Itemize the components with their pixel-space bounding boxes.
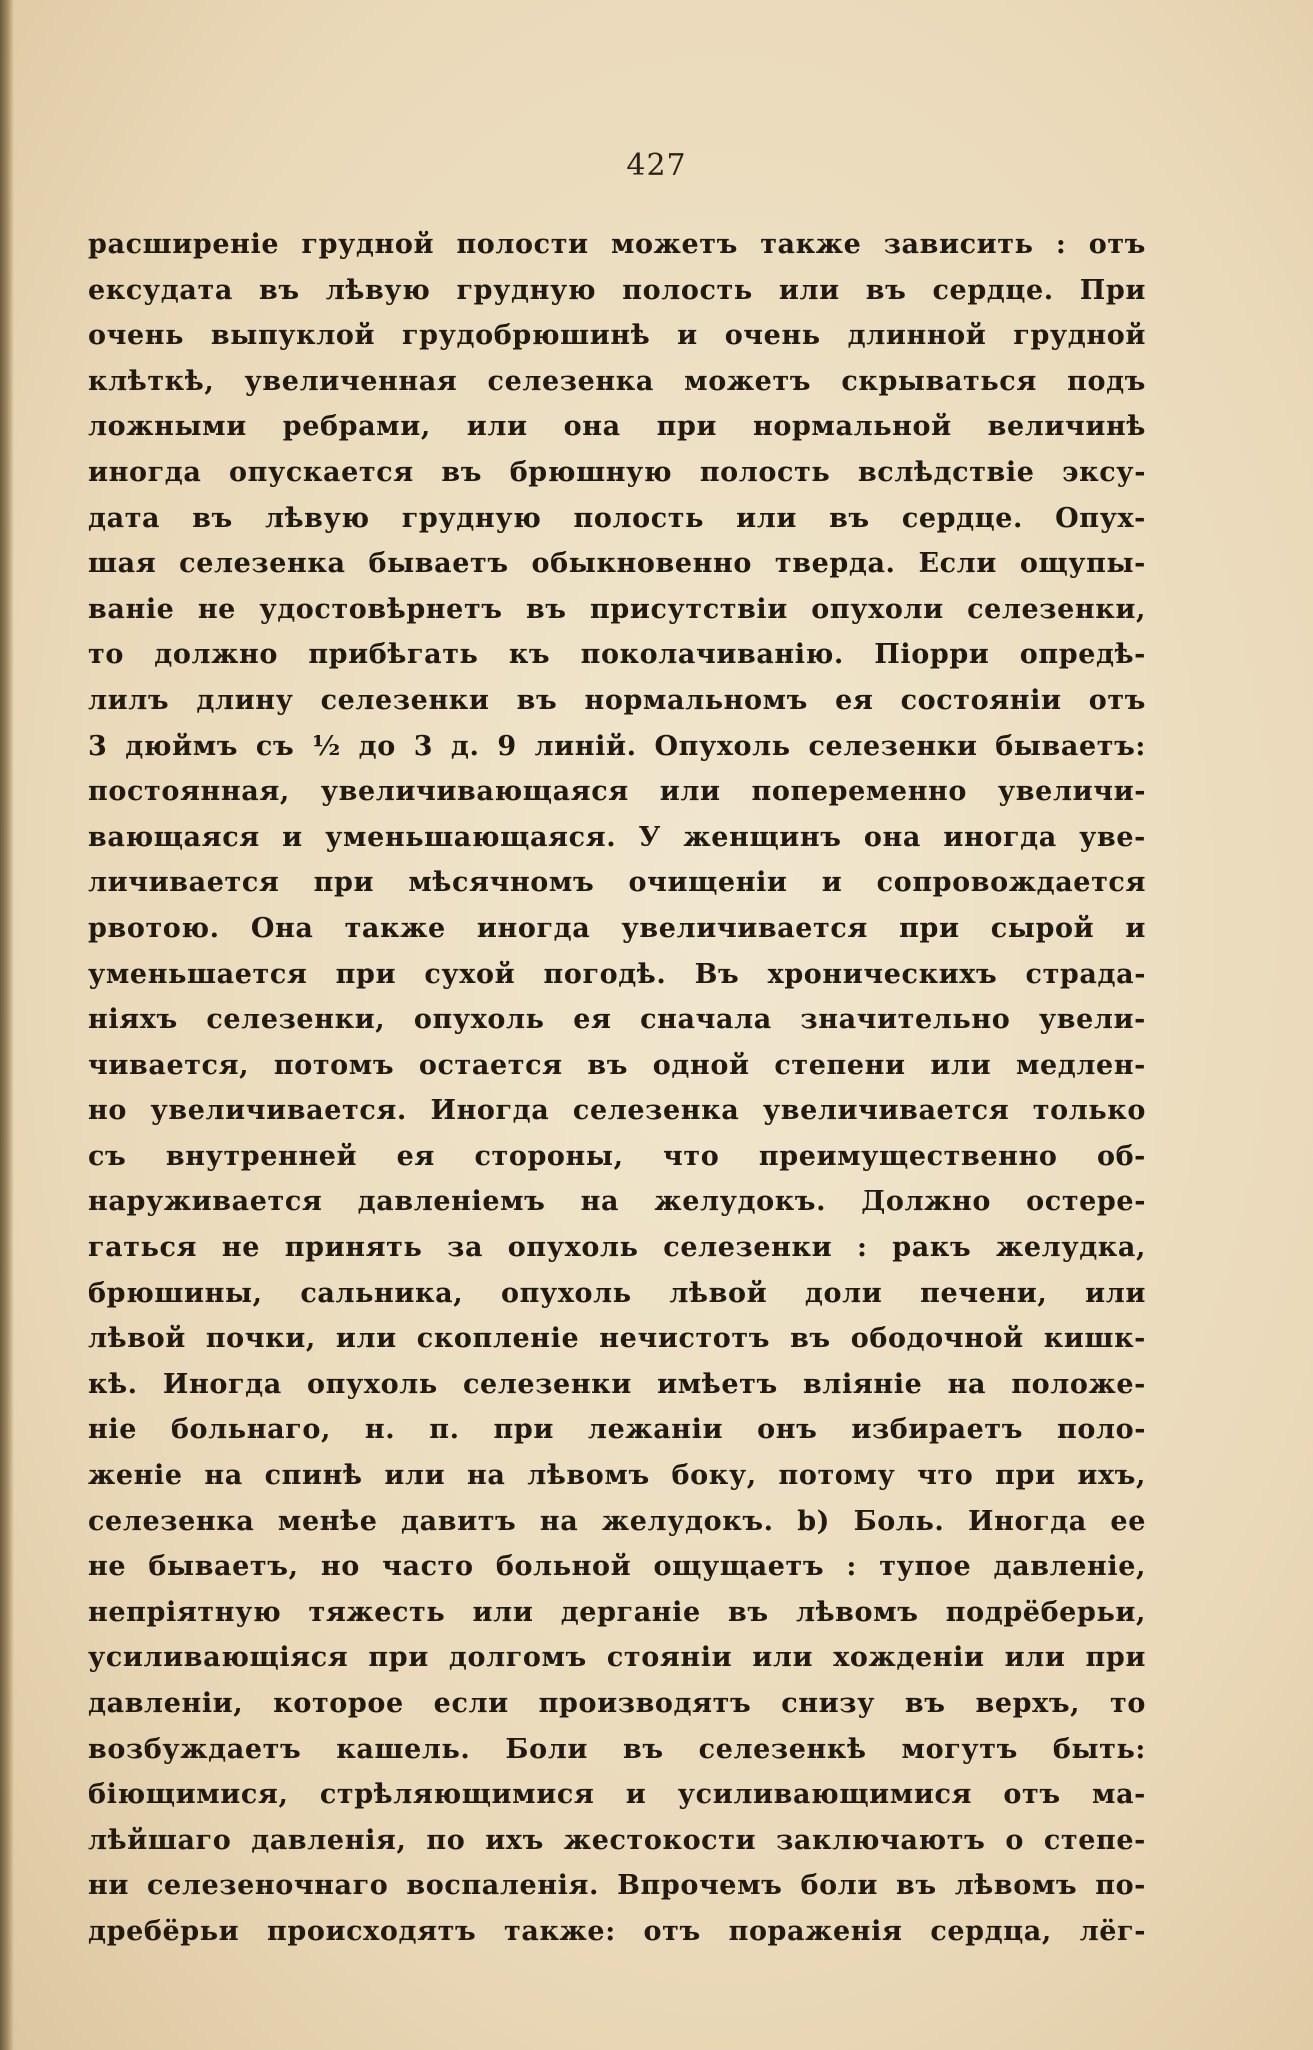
text-line: кѣ. Иногда опухоль селезенки имѣетъ вліяніе на положе- xyxy=(88,1368,1146,1400)
text-line: лилъ длину селезенки въ нормальномъ ея состояніи отъ xyxy=(88,684,1146,716)
text-line: ваніе не удостовѣрнетъ въ присутствіи опухоли селезенки, xyxy=(88,593,1146,625)
text-line: шая селезенка бываетъ обыкновенно тверда. Если ощупы- xyxy=(88,548,1146,580)
text-line: ложными ребрами, или она при нормальной величинѣ xyxy=(88,411,1146,443)
text-line: усиливающіяся при долгомъ стояніи или хожденіи или при xyxy=(88,1642,1146,1674)
text-line: постоянная, увеличивающаяся или попеременно увеличи- xyxy=(88,776,1146,808)
text-line: брюшины, сальника, опухоль лѣвой доли печени, или xyxy=(88,1277,1146,1309)
body-text xyxy=(88,222,1146,1955)
text-line: личивается при мѣсячномъ очищеніи и сопровождается xyxy=(88,867,1146,899)
text-line: лѣйшаго давленія, по ихъ жестокости заключаютъ о степе- xyxy=(88,1824,1146,1856)
text-line: не бываетъ, но часто больной ощущаетъ : тупое давленіе, xyxy=(88,1551,1146,1583)
text-line: расширеніе грудной полости можетъ также зависить : отъ xyxy=(88,229,1146,260)
page-binding-edge xyxy=(0,0,14,2050)
text-line: дата въ лѣвую грудную полость или въ сердце. Опух- xyxy=(88,502,1146,534)
text-line: то должно прибѣгать къ поколачиванію. Піорри опредѣ- xyxy=(88,639,1146,671)
text-line: наруживается давленіемъ на желудокъ. Должно остере- xyxy=(88,1186,1146,1218)
text-line: ніе больнаго, н. п. при лежаніи онъ избираетъ поло- xyxy=(88,1414,1146,1446)
text-line: ніяхъ селезенки, опухоль ея сначала значительно увели- xyxy=(88,1004,1146,1036)
text-line: давленіи, которое если производятъ снизу въ верхъ, то xyxy=(88,1688,1146,1719)
text-line: но увеличивается. Иногда селезенка увеличивается только xyxy=(88,1095,1146,1127)
text-line: дребёрьи происходятъ также: отъ пораженія сердца, лёг- xyxy=(88,1915,1146,1947)
text-line: ексудата въ лѣвую грудную полость или въ сердце. При xyxy=(88,274,1146,306)
text-line: клѣткѣ, увеличенная селезенка можетъ скрываться подъ xyxy=(88,365,1146,397)
text-line: непріятную тяжесть или дерганіе въ лѣвомъ подрёберьи, xyxy=(88,1596,1146,1628)
text-line: гаться не принять за опухоль селезенки : ракъ желудка, xyxy=(88,1232,1146,1264)
text-line: біющимися, стрѣляющимися и усиливающимися отъ ма- xyxy=(88,1779,1146,1811)
text-line: возбуждаетъ кашель. Боли въ селезенкѣ могутъ быть: xyxy=(88,1733,1146,1765)
text-line: иногда опускается въ брюшную полость вслѣдствіе эксу- xyxy=(88,456,1146,488)
text-line: 3 дюймъ съ ½ до 3 д. 9 линій. Опухоль селезенки бываетъ: xyxy=(88,730,1146,762)
text-line: очень выпуклой грудобрюшинѣ и очень длинной грудной xyxy=(88,320,1146,352)
text-line: селезенка менѣе давитъ на желудокъ. b) Боль. Иногда ее xyxy=(88,1505,1146,1537)
text-line: ни селезеночнаго воспаленія. Впрочемъ боли въ лѣвомъ по- xyxy=(88,1870,1146,1902)
page-number: 427 xyxy=(626,148,687,183)
text-line: уменьшается при сухой погодѣ. Въ хроническихъ страда- xyxy=(88,958,1146,990)
text-line: съ внутренней ея стороны, что преимущественно об- xyxy=(88,1140,1146,1172)
text-line: рвотою. Она также иногда увеличивается при сырой и xyxy=(88,912,1146,944)
text-line: чивается, потомъ остается въ одной степени или медлен- xyxy=(88,1049,1146,1081)
text-line: женіе на спинѣ или на лѣвомъ боку, потому что при ихъ, xyxy=(88,1460,1146,1492)
text-line: вающаяся и уменьшающаяся. У женщинъ она иногда уве- xyxy=(88,821,1146,853)
text-line: лѣвой почки, или скопленіе нечистотъ въ ободочной кишк- xyxy=(88,1323,1146,1355)
